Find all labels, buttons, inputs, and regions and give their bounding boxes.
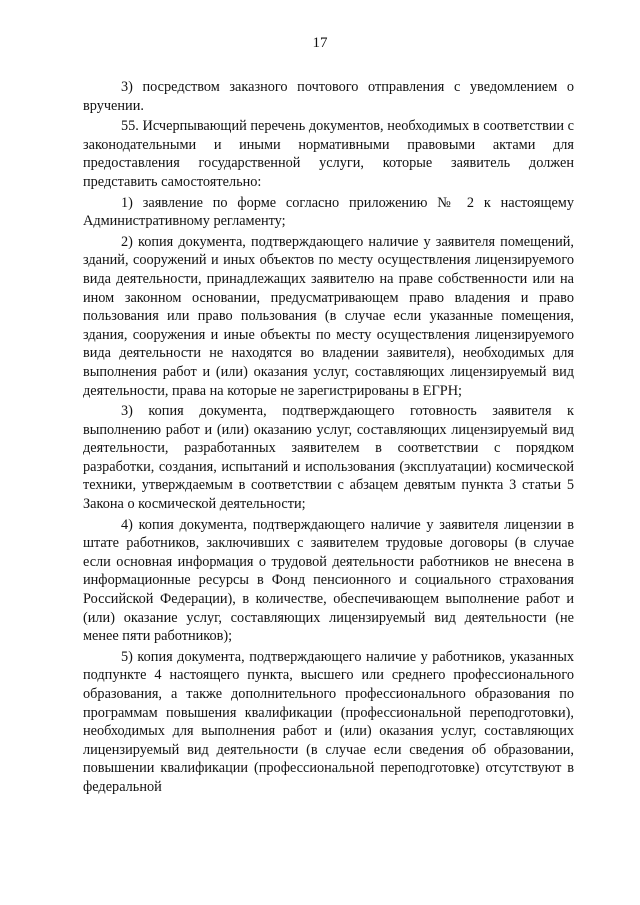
paragraph-subitem-5: 5) копия документа, подтверждающего наличие у работников, указанных подпункте 4 настоящего пункта, высшего или среднего профессионального образования, а также дополнительного профессионального образования по программам повышения квалификации (профессиональной переподготовки), необходимых для выполнения работ и (или) оказания услуг, составляющих лицензируемый вид деятельности (в случае если сведения об образовании, повышении квалификации (профессиональной переподготовке) отсутствуют в федеральной	[83, 648, 574, 795]
paragraph-delivery-method: 3) посредством заказного почтового отправления с уведомлением о вручении.	[83, 79, 574, 114]
page-number: 17	[312, 35, 328, 51]
paragraph-subitem-1: 1) заявление по форме согласно приложению № 2 к настоящему Административному регламенту;	[83, 194, 574, 230]
paragraph-item-55: 55. Исчерпывающий перечень документов, необходимых в соответствии с законодательными и иными нормативными правовыми актами для предоставления государственной услуги, которые заявитель должен представить самостоятельно:	[83, 118, 574, 190]
document-body	[83, 78, 574, 799]
paragraph-subitem-4: 4) копия документа, подтверждающего наличие у заявителя лицензии в штате работников, заключивших с заявителем трудовые договоры (в случае если основная информация о трудовой деятельности работников не внесена в информационные ресурсы в Фонд пенсионного и социального страхования Российской Федерации), в количестве, обеспечивающем выполнение работ и (или) оказание услуг, составляющих лицензируемый вид деятельности (не менее пяти работников);	[83, 516, 574, 645]
paragraph-subitem-2: 2) копия документа, подтверждающего наличие у заявителя помещений, зданий, сооружений и иных объектов по месту осуществления лицензируемого вида деятельности, принадлежащих заявителю на праве собственности или на ином законном основании, предусматривающем право владения и право пользования или право пользования (в случае если указанные помещения, здания, сооружения и иные объекты по месту осуществления лицензируемого вида деятельности не находятся во владении заявителя), необходимых для выполнения работ и (или) оказания услуг, составляющих лицензируемый вид деятельности, права на которые не зарегистрированы в ЕГРН;	[83, 233, 574, 399]
paragraph-subitem-3: 3) копия документа, подтверждающего готовность заявителя к выполнению работ и (или) оказанию услуг, составляющих лицензируемый вид деятельности, разработанных заявителем в соответствии с порядком разработки, создания, испытаний и использования (эксплуатации) космической техники, утверждаемым в соответствии с абзацем девятым пункта 3 статьи 5 Закона о космической деятельности;	[83, 403, 574, 513]
